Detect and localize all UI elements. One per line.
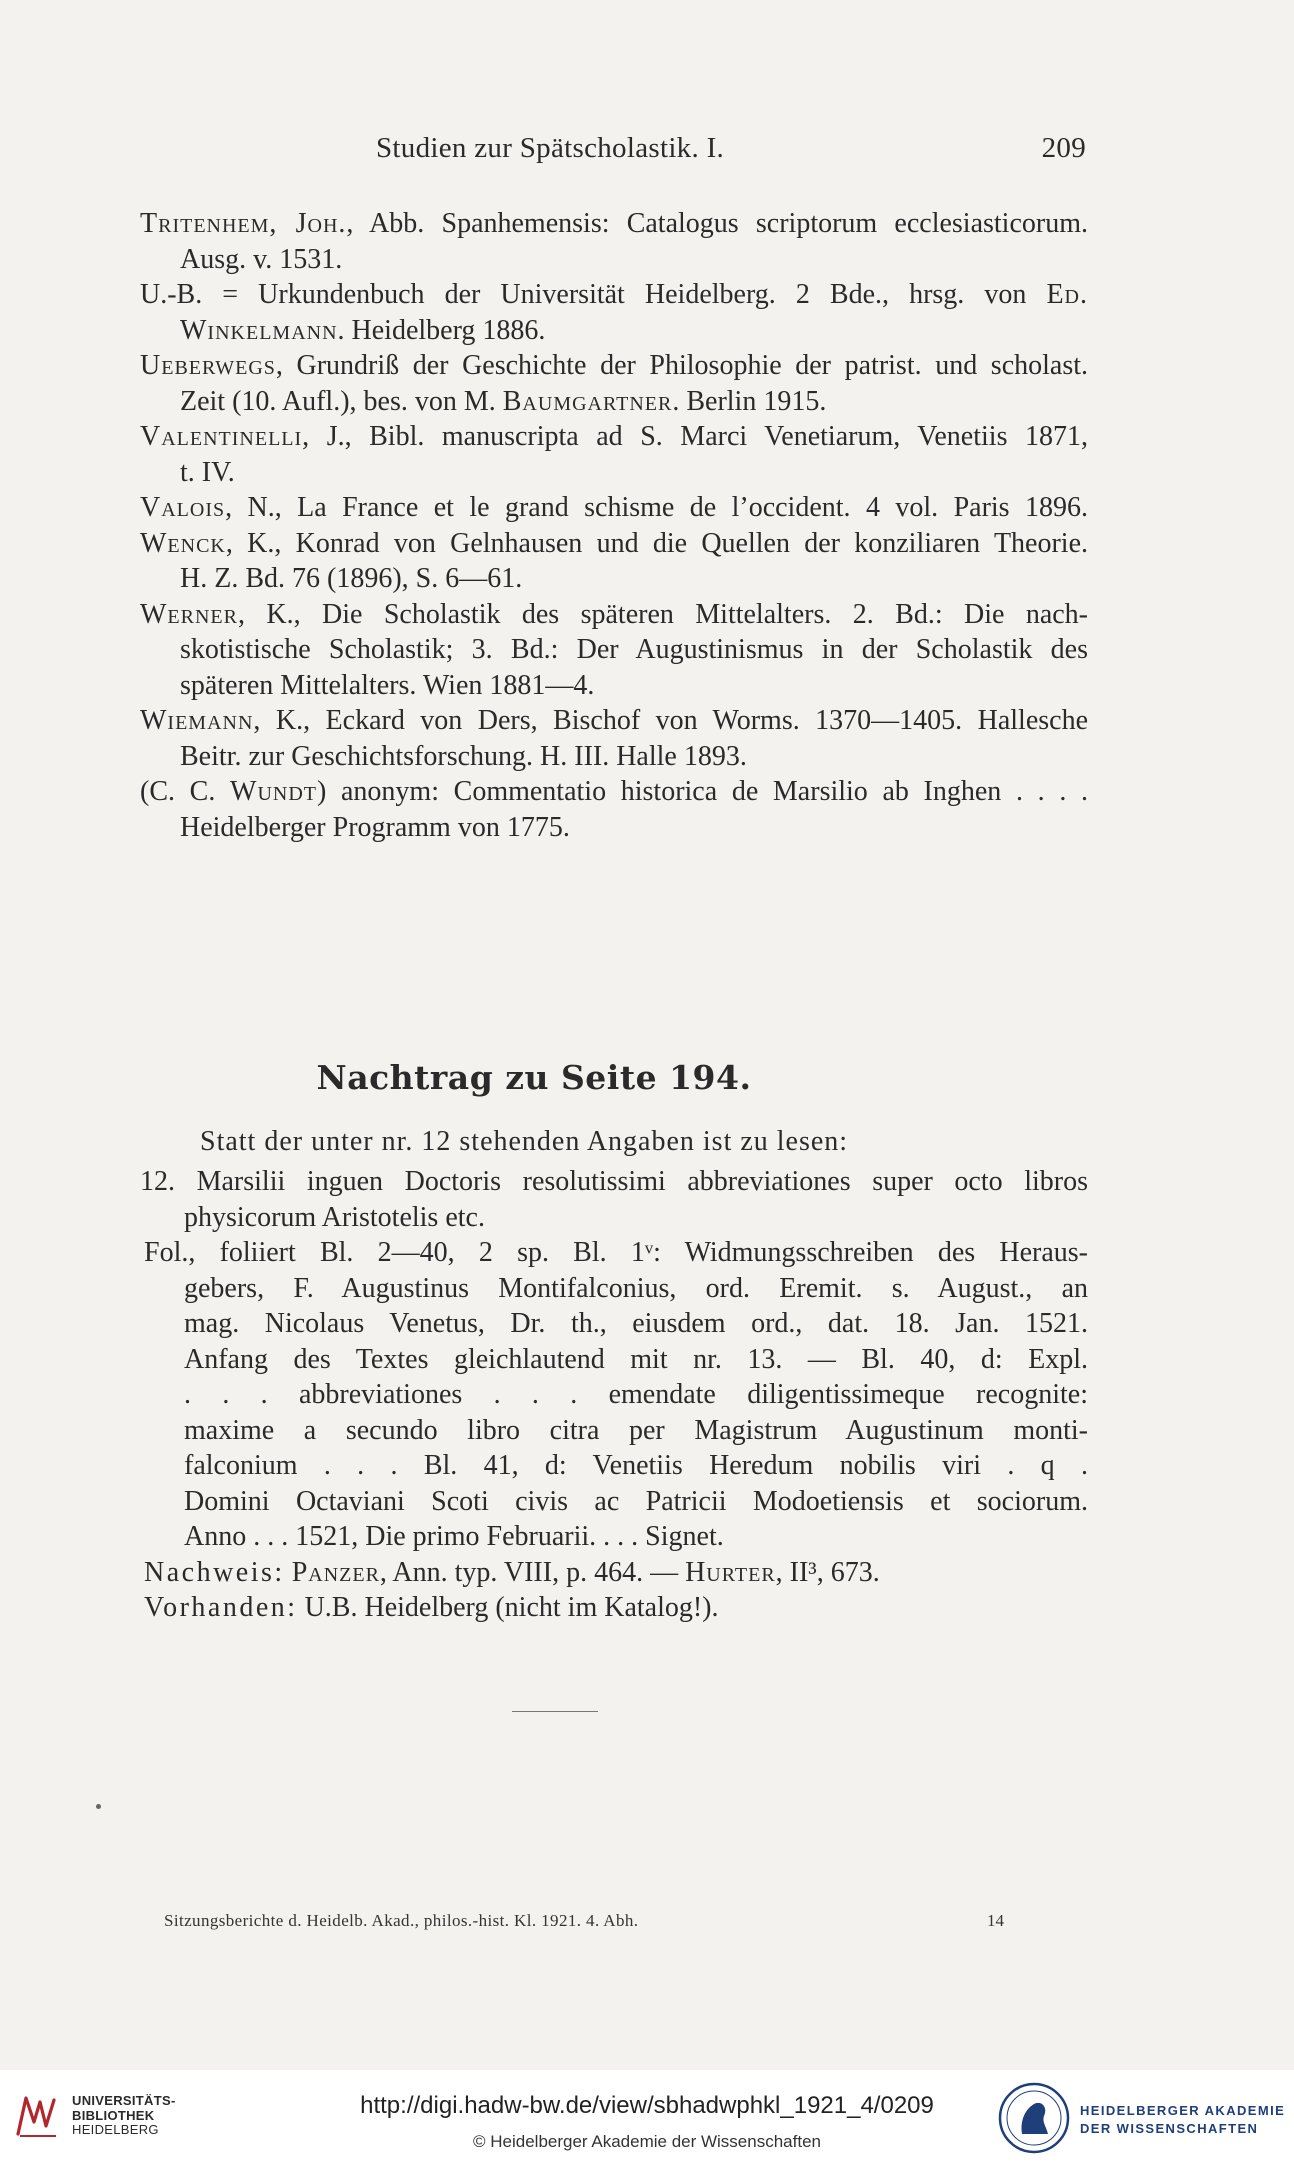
vorhanden-line: Vorhanden: U.B. Heidelberg (nicht im Katalog!). [144,1592,719,1623]
bibliography-list [140,206,1088,845]
entry-line: (C. C. Wundt) anonym: Commentatio historica de Marsilio ab Inghen . . . . [140,776,1088,807]
nachtrag-heading: Nachtrag zu Seite 194. [316,1058,752,1097]
entry-line: Valentinelli, J., Bibl. manuscripta ad S. Marci Venetiarum, Venetiis 1871, [140,421,1088,452]
nachtrag-item [140,1164,1088,1626]
item-body-line: Domini Octaviani Scoti civis ac Patricii Modoetiensis et sociorum. [184,1485,1088,1517]
bibliography-entry [140,774,1088,845]
entry-line: späteren Mittelalters. Wien 1881—4. [180,669,595,701]
entry-line: Werner, K., Die Scholastik des späteren Mittelalters. 2. Bd.: Die nach- [140,598,1088,630]
margin-speck [96,1804,101,1809]
bibliography-entry [140,490,1088,526]
footer-citation: Sitzungsberichte d. Heidelb. Akad., philos.-hist. Kl. 1921. 4. Abh. [164,1911,639,1930]
item-body-line: . . . abbreviationes . . . emendate diligentissimeque recognite: [184,1379,1088,1410]
permalink-url[interactable]: http://digi.hadw-bw.de/view/sbhadwphkl_1921_4/0209 [360,2092,934,2119]
entry-line: Heidelberger Programm von 1775. [180,811,570,843]
entry-line: Beitr. zur Geschichtsforschung. H. III. Halle 1893. [180,740,747,772]
viewer-bottom-bar [0,2070,1294,2168]
bibliography-entry [140,597,1088,704]
bibliography-entry [140,206,1088,277]
nachtrag-intro: Statt der unter nr. 12 stehenden Angaben ist zu lesen: [200,1126,849,1157]
bibliography-entry [140,277,1088,348]
entry-line: Valois, N., La France et le grand schisme de l’occident. 4 vol. Paris 1896. [140,492,1088,523]
nachweis-line: Nachweis: Panzer, Ann. typ. VIII, p. 464. — Hurter, II³, 673. [144,1556,880,1588]
bibliography-entry [140,526,1088,597]
bibliography-entry [140,419,1088,490]
item-body [140,1235,1088,1555]
entry-line: t. IV. [180,456,235,488]
bibliography-entry [140,703,1088,774]
item-number: 12. [140,1166,175,1197]
entry-line: Ueberwegs, Grundriß der Geschichte der Philosophie der patrist. und scholast. [140,350,1088,381]
item-title-line: physicorum Aristotelis etc. [184,1201,485,1233]
hadw-logo-text: HEIDELBERGER AKADEMIE DER WISSENSCHAFTEN [1080,2103,1286,2136]
entry-line: Winkelmann. Heidelberg 1886. [180,314,546,346]
page-number: 209 [1041,132,1086,164]
item-title-line: 12. Marsilii inguen Doctoris resolutissimi abbreviationes super octo libros [140,1166,1088,1197]
item-body-line: gebers, F. Augustinus Montifalconius, ord. Eremit. s. August., an [184,1272,1088,1304]
copyright-notice: © Heidelberger Akademie der Wissenschaften [473,2132,821,2151]
running-title: Studien zur Spätscholastik. I. [376,132,725,164]
item-body-line: Fol., foliiert Bl. 2—40, 2 sp. Bl. 1ᵛ: Widmungsschreiben des Heraus- [144,1237,1088,1268]
entry-line: U.-B. = Urkundenbuch der Universität Heidelberg. 2 Bde., hrsg. von Ed. [140,279,1088,310]
entry-line: Tritenhem, Joh., Abb. Spanhemensis: Catalogus scriptorum ecclesiasticorum. [140,208,1088,239]
entry-line: H. Z. Bd. 76 (1896), S. 6—61. [180,563,523,594]
entry-line: Wenck, K., Konrad von Gelnhausen und die Quellen der konziliaren Theorie. [140,527,1088,559]
item-body-line: mag. Nicolaus Venetus, Dr. th., eiusdem ord., dat. 18. Jan. 1521. [184,1308,1088,1339]
item-body-line: Anno . . . 1521, Die primo Februarii. . . . Signet. [184,1521,724,1552]
entry-line: skotistische Scholastik; 3. Bd.: Der Augustinismus in der Scholastik des [180,634,1088,665]
item-body-line: Anfang des Textes gleichlautend mit nr. 13. — Bl. 40, d: Expl. [184,1343,1088,1375]
hadw-seal-icon[interactable] [998,2082,1070,2154]
section-divider [512,1711,598,1712]
entry-line: Wiemann, K., Eckard von Ders, Bischof von Worms. 1370—1405. Hallesche [140,705,1088,736]
ub-heidelberg-logo-text: UNIVERSITÄTS- BIBLIOTHEK HEIDELBERG [72,2093,176,2137]
entry-line: Zeit (10. Aufl.), bes. von M. Baumgartner. Berlin 1915. [180,385,827,417]
footer-signature: 14 [987,1911,1004,1930]
bibliography-entry [140,348,1088,419]
item-body-line: falconium . . . Bl. 41, d: Venetiis Heredum nobilis viri . q . [184,1450,1088,1481]
entry-line: Ausg. v. 1531. [180,243,343,275]
item-body-line: maxime a secundo libro citra per Magistrum Augustinum monti- [184,1414,1088,1446]
